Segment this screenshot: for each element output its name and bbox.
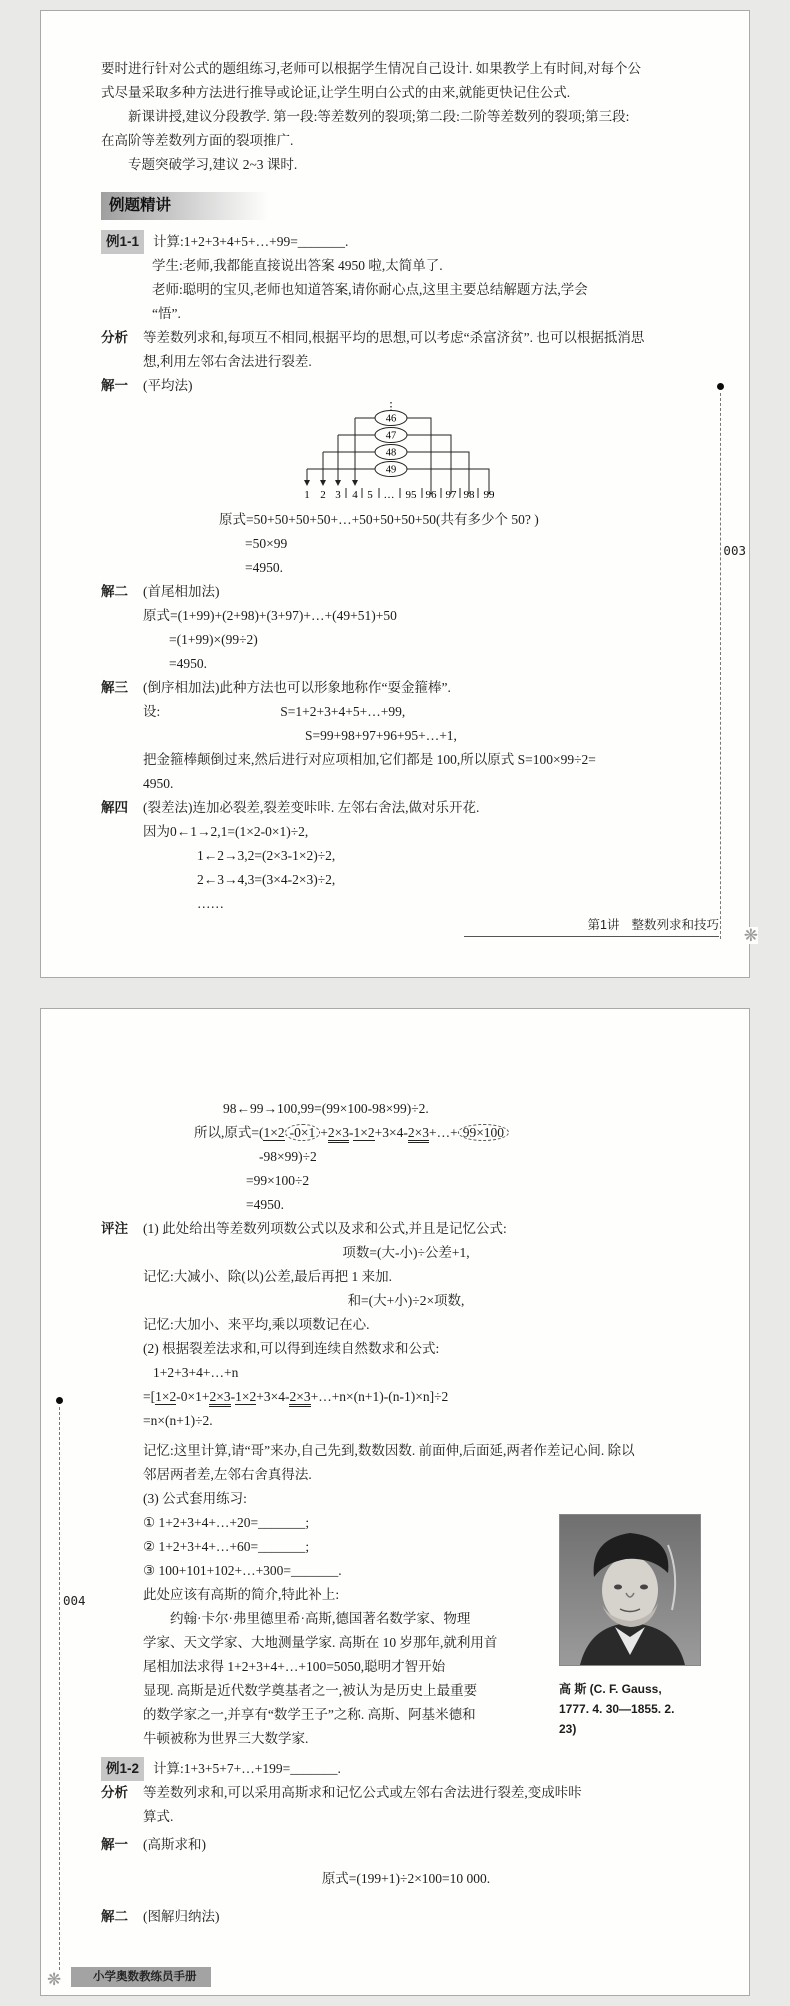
formula-line: 98←99→100,99=(99×100-98×99)÷2. [223,1101,429,1116]
circle-value: 48 [385,447,397,459]
underlined-term: 1×2 [353,1125,375,1140]
page-footer [464,915,719,937]
solution-method: (图解归纳法) [143,1909,220,1924]
gauss-photo-block [559,1514,709,1739]
exercise-line: ① 1+2+3+4+…+20=_______; [143,1515,310,1530]
dashed-oval-term: 99×100 [458,1124,509,1141]
solution-4-block [101,796,711,820]
double-underlined-term: 2×3 [289,1389,310,1407]
formula-line: S=99+98+97+96+95+…+1, [305,728,457,743]
example-tag: 例1-1 [101,230,144,254]
example-question: 计算:1+3+5+7+…+199=_______. [153,1761,341,1776]
formula-line-annotated [194,1121,711,1145]
analysis-label: 分析 [101,330,128,345]
photo-caption [559,1679,709,1739]
formula-part: - [230,1389,236,1404]
solution-3-block [101,676,711,700]
analysis-block [101,326,711,350]
intro-line: 式尽量采取多种方法进行推导或论证,让学生明白公式的由来,就能更快记住公式. [101,85,571,100]
underlined-term: 1×2 [235,1389,257,1404]
chapter-title: 整数列求和技巧 [631,918,719,932]
caption-line: 高 斯 (C. F. Gauss, [559,1682,662,1696]
binding-dot [56,1397,63,1404]
mnemonic-line: 记忆:大加小、来平均,乘以项数记在心. [143,1317,370,1332]
binding-dash-line [720,393,721,939]
example-tag: 例1-2 [101,1757,144,1781]
formula-line: 1←2→3,2=(2×3-1×2)÷2, [197,848,336,863]
intro-line: 专题突破学习,建议 2~3 课时. [128,157,298,172]
mnemonic-line: 记忆:这里计算,请“哥”来办,自己先到,数数因数. 前面伸,后面延,两者作差记心间. 除以 [143,1443,635,1458]
solution-label: 解一 [101,1837,128,1852]
section-header [101,192,711,220]
circle-value: 46 [385,413,397,425]
number-label: 1 [304,489,310,501]
exercise-line: ③ 100+101+102+…+300=_______. [143,1563,342,1578]
analysis-text: 算式. [143,1809,174,1824]
caption-line: 23) [559,1722,577,1736]
formula-line: =50×99 [245,536,288,551]
formula-line: =(1+99)×(99÷2) [169,632,258,647]
formula-line: =4950. [246,1197,284,1212]
flower-icon: ❋ [47,1970,62,1989]
formula-part: +3×4- [256,1389,290,1404]
page-number: 003 [723,543,746,558]
solution-label: 解二 [101,584,128,599]
solution-2-block [101,580,711,604]
intro-line: 在高阶等差数列方面的裂项推广. [101,133,294,148]
solution-method: (裂差法)连加必裂差,裂差变咔咔. 左邻右舍法,做对乐开花. [143,800,480,815]
formula-part: =[ [143,1389,156,1404]
page1-text-column [101,57,711,916]
solution-label: 解二 [101,1909,128,1924]
mnemonic-line: 邻居两者差,左邻右舍真得法. [143,1467,312,1482]
gauss-photo [559,1514,701,1666]
gauss-biography [143,1607,539,1751]
body-line: 4950. [143,776,174,791]
formula-centered: 和=(大+小)÷2×项数, [347,1293,465,1308]
bio-line: 牛顿被称为世界三大数学家. [143,1731,309,1746]
example-question: 计算:1+2+3+4+5+…+99=_______. [153,234,349,249]
circle-value: 47 [385,430,397,442]
chapter-number: 第1讲 [587,918,620,932]
bio-line: 显现. 高斯是近代数学奠基者之一,被认为是历史上最重要 [143,1683,478,1698]
solution-method: (倒序相加法)此种方法也可以形象地称作“耍金箍棒”. [143,680,451,695]
underlined-term: 1×2 [155,1389,177,1404]
bio-line: 的数学家之一,并享有“数学王子”之称. 高斯、阿基米德和 [143,1707,476,1722]
formula-line: =4950. [169,656,207,671]
book-title-footer: 小学奥数教练员手册 [71,1967,211,1987]
formula-part: +…+n×(n+1)-(n-1)×n]÷2 [310,1389,449,1404]
formula-part: - [348,1125,354,1140]
number-label: 4 [352,489,358,501]
pairing-diagram-svg [301,402,511,504]
number-label: 99 [483,489,495,501]
teacher-line: 老师:聪明的宝贝,老师也知道答案,请你耐心点,这里主要总结解题方法,学会 [152,282,588,297]
formula-line: 2←3→4,3=(3×4-2×3)÷2, [197,872,336,887]
formula-line: =99×100÷2 [246,1173,310,1188]
solution-label: 解四 [101,800,128,815]
formula-line: …… [197,896,224,911]
analysis-block [101,1781,711,1805]
formula-line-annotated [143,1385,711,1409]
note-text: (3) 公式套用练习: [143,1491,247,1506]
page-number: 004 [63,1593,86,1608]
underlined-term: 1×2 [263,1125,285,1140]
formula-part: +3×4- [374,1125,408,1140]
page2-text-column [101,1097,711,1929]
solution-label: 解一 [101,378,128,393]
note-label: 评注 [101,1221,128,1236]
solution-1-block [101,1833,711,1857]
analysis-text: 等差数列求和,每项互不相同,根据平均的思想,可以考虑“杀富济贫”. 也可以根据抵消思 [143,330,645,345]
formula-line: =n×(n+1)÷2. [143,1413,213,1428]
formula-line: =4950. [245,560,283,575]
double-underlined-term: 2×3 [209,1389,230,1407]
solution-label: 解三 [101,680,128,695]
number-label: 95 [405,489,417,501]
note-block [101,1217,711,1241]
number-label: 96 [425,489,437,501]
number-label: 98 [463,489,475,501]
intro-line: 新课讲授,建议分段教学. 第一段:等差数列的裂项;第二段:二阶等差数列的裂项;第三段: [128,109,630,124]
note-text: (1) 此处给出等差数列项数公式以及求和公式,并且是记忆公式: [143,1221,507,1236]
setup-label: 设: [143,704,161,719]
formula-centered: 原式=(199+1)÷2×100=10 000. [321,1871,491,1886]
analysis-label: 分析 [101,1785,128,1800]
flower-icon: ❋ [743,926,758,945]
formula-part: 所以,原式=( [194,1125,264,1140]
intro-line: 要时进行针对公式的题组练习,老师可以根据学生情况自己设计. 如果教学上有时间,对每个公 [101,61,641,76]
number-label: 3 [335,489,341,501]
solution-method: (平均法) [143,378,193,393]
solution-2-block [101,1905,711,1929]
formula-centered: 项数=(大-小)÷公差+1, [342,1245,470,1260]
formula-line: 因为0←1→2,1=(1×2-0×1)÷2, [143,824,309,839]
pairing-diagram [301,402,711,504]
formula-part: -0×1+ [176,1389,210,1404]
double-underlined-term: 2×3 [328,1125,349,1143]
equation-setup [101,700,711,724]
vertical-ellipsis: ⋮ [385,402,397,413]
formula-line: 原式=50+50+50+50+…+50+50+50+50(共有多少个 50? ) [219,512,539,527]
number-label: 2 [320,489,326,501]
circle-value: 49 [385,464,397,476]
note-text: 此处应该有高斯的简介,特此补上: [143,1587,340,1602]
bio-line: 约翰·卡尔·弗里德里希·高斯,德国著名数学家、物理 [170,1611,471,1626]
formula-line: 1+2+3+4+…+n [153,1365,239,1380]
dashed-oval-term: -0×1 [285,1124,321,1141]
formula-line: 原式=(1+99)+(2+98)+(3+97)+…+(49+51)+50 [143,608,397,623]
analysis-text: 想,利用左邻右舍法进行裂差. [143,354,312,369]
body-line: 把金箍棒颠倒过来,然后进行对应项相加,它们都是 100,所以原式 S=100×99÷2= [143,752,596,767]
solution-method: (首尾相加法) [143,584,220,599]
book-page-004 [40,1008,750,1996]
example-1-2 [101,1757,711,1781]
formula-line: S=1+2+3+4+5+…+99, [280,704,406,719]
section-title: 例题精讲 [101,192,269,220]
book-page-003 [40,10,758,978]
double-underlined-term: 2×3 [408,1125,429,1143]
formula-part: +…+ [428,1125,458,1140]
solution-method: (高斯求和) [143,1837,206,1852]
formula-part: + [320,1125,328,1140]
formula-line: -98×99)÷2 [259,1149,317,1164]
student-line: 学生:老师,我都能直接说出答案 4950 啦,太简单了. [152,258,443,273]
teacher-line: “悟”. [152,306,181,321]
mnemonic-line: 记忆:大减小、除(以)公差,最后再把 1 来加. [143,1269,392,1284]
number-label: 97 [445,489,457,501]
bio-line: 尾相加法求得 1+2+3+4+…+100=5050,聪明才智开始 [143,1659,446,1674]
bio-line: 学家、天文学家、大地测量学家. 高斯在 10 岁那年,就利用首 [143,1635,498,1650]
analysis-text: 等差数列求和,可以采用高斯求和记忆公式或左邻右舍法进行裂差,变成咔咔 [143,1785,582,1800]
binding-dash-line [59,1407,60,1985]
solution-1-block [101,374,711,398]
caption-line: 1777. 4. 30—1855. 2. [559,1702,675,1716]
number-label: … [383,489,395,501]
exercise-line: ② 1+2+3+4+…+60=_______; [143,1539,310,1554]
number-label: 5 [367,489,373,501]
note-text: (2) 根据裂差法求和,可以得到连续自然数求和公式: [143,1341,440,1356]
example-1-1 [101,230,711,254]
binding-dot [717,383,724,390]
